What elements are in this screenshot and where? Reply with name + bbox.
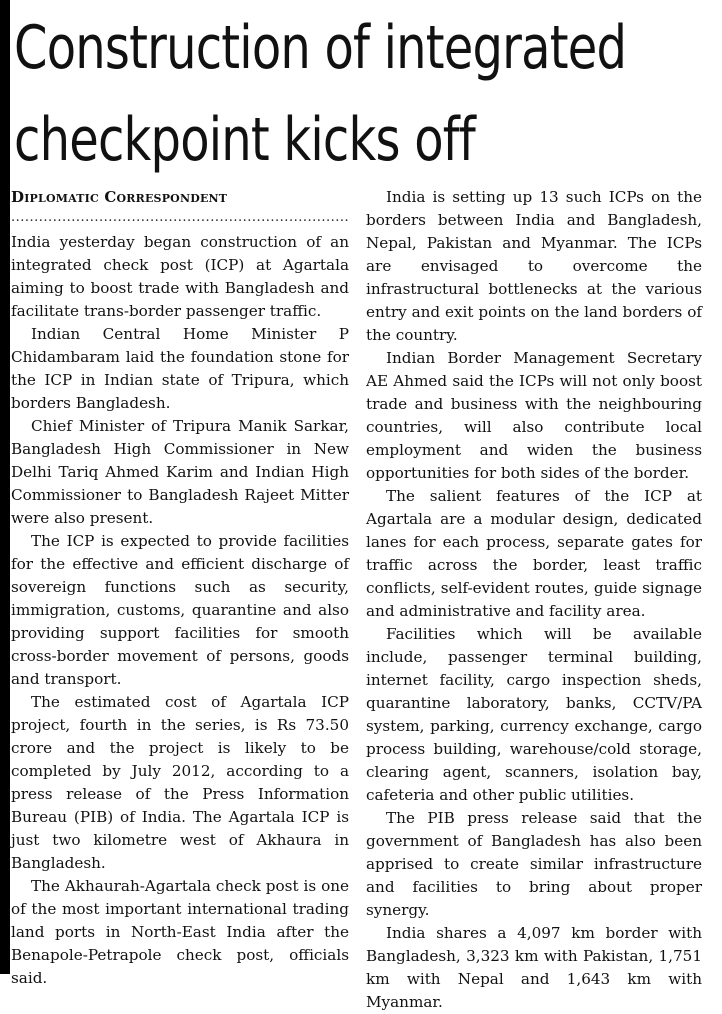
- paragraph-11: The PIB press release said that the government of Bangladesh has also been apprised to create similar infrastructure and facilities to bring about proper synergy.: [366, 809, 702, 919]
- paragraph-9: The salient features of the ICP at Agartala are a modular design, dedicated lanes for each process, separate gates for traffic across the border, least traffic conflicts, self-evident routes, guide signage and administrative and facility area.: [366, 487, 702, 620]
- paragraph-3: Chief Minister of Tripura Manik Sarkar, Bangladesh High Commissioner in New Delhi Tariq Ahmed Karim and Indian High Commissioner to Bangladesh Rajeet Mitter were also present.: [11, 417, 349, 527]
- paragraph-10: Facilities which will be available include, passenger terminal building, internet facility, cargo inspection sheds, quarantine laboratory, banks, CCTV/PA system, parking, currency exchange, cargo process building, warehouse/cold storage, clearing agent, scanners, isolation bay, cafeteria and other public utilities.: [366, 625, 702, 804]
- byline: Diplomatic Correspondent: [11, 188, 228, 206]
- paragraph-7: India is setting up 13 such ICPs on the borders between India and Bangladesh, Nepal, Pakistan and Myanmar. The ICPs are envisaged to overcome the infrastructural bottlenecks at the various entry and exit points on the land borders of the country.: [366, 188, 702, 344]
- page-edge-rule: [0, 0, 10, 974]
- headline-line-2: checkpoint kicks off: [14, 105, 475, 175]
- headline: [14, 2, 627, 186]
- article-column-right: [366, 186, 702, 1014]
- paragraph-4: The ICP is expected to provide facilities for the effective and efficient discharge of sovereign functions such as security, immigration, customs, quarantine and also providing support facilities for smooth cross-border movement of persons, goods and transport.: [11, 532, 349, 688]
- headline-line-1: Construction of integrated: [14, 13, 627, 83]
- byline-separator: .........................................................................: [11, 210, 349, 225]
- paragraph-1: India yesterday began construction of an integrated check post (ICP) at Agartala aiming to boost trade with Bangladesh and facilitate trans-border passenger traffic.: [11, 233, 349, 320]
- paragraph-12: India shares a 4,097 km border with Bangladesh, 3,323 km with Pakistan, 1,751 km with Nepal and 1,643 km with Myanmar.: [366, 924, 702, 1011]
- paragraph-6: The Akhaurah-Agartala check post is one of the most important international trading land ports in North-East India after the Benapole-Petrapole check post, officials said.: [11, 877, 349, 987]
- article-column-left: [11, 186, 349, 990]
- paragraph-2: Indian Central Home Minister P Chidambaram laid the foundation stone for the ICP in Indian state of Tripura, which borders Bangladesh.: [11, 325, 349, 412]
- paragraph-8: Indian Border Management Secretary AE Ahmed said the ICPs will not only boost trade and business with the neighbouring countries, will also contribute local employment and widen the business opportunities for both sides of the border.: [366, 349, 702, 482]
- paragraph-5: The estimated cost of Agartala ICP project, fourth in the series, is Rs 73.50 crore and the project is likely to be completed by July 2012, according to a press release of the Press Information Bureau (PIB) of India. The Agartala ICP is just two kilometre west of Akhaura in Bangladesh.: [11, 693, 349, 872]
